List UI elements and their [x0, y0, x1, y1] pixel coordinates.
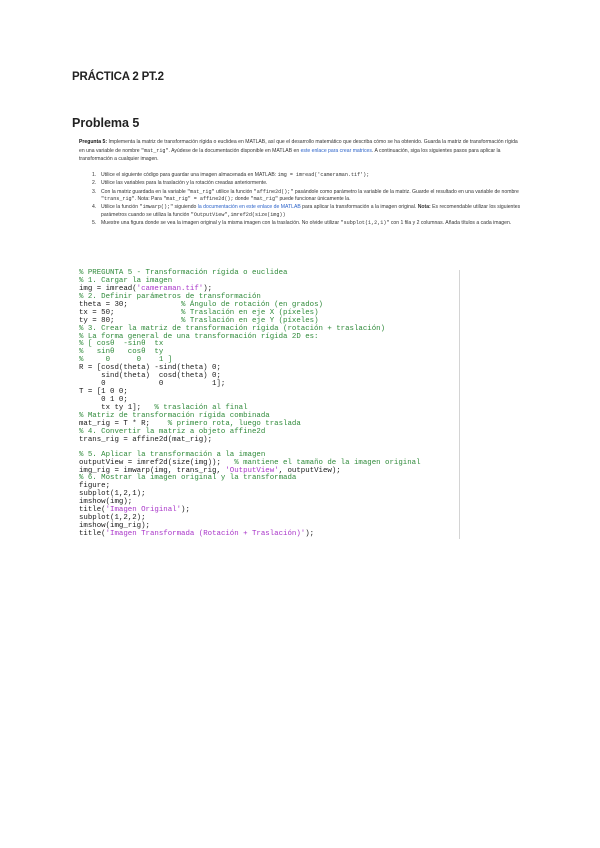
inline-code: "mat_rig" — [250, 195, 279, 202]
code-text: img = imread( — [79, 284, 137, 293]
step-text: con 1 fila y 2 columnas. Añada títulos a cada imagen. — [389, 219, 512, 226]
step-item — [92, 189, 524, 203]
code-text: 0 0 1]; — [79, 380, 226, 389]
code-text: , outputView); — [278, 466, 341, 475]
code-text: theta = 30; — [79, 300, 182, 309]
code-text: mat_rig = T * R; — [79, 419, 168, 428]
intro-paragraph — [79, 138, 523, 164]
note-label: Nota: — [417, 204, 431, 211]
step-text: utilice la función — [214, 188, 254, 195]
code-comment: % [ cosθ -sinθ tx — [79, 340, 164, 349]
code-line — [79, 381, 459, 389]
code-comment: % sinθ cosθ ty — [79, 348, 164, 357]
step-text: pasándole como parámetro la variable de la matriz. Guarde el resultado en una variable de nombre — [293, 188, 519, 195]
step-number: 2. — [92, 180, 97, 187]
code-comment: % 0 0 1 ] — [79, 356, 173, 365]
code-text: ty = 80; — [79, 316, 182, 325]
code-comment: % primero rota, luego traslada — [167, 419, 301, 428]
intro-text-3: . A continuación, siga los siguientes pasos para aplicar la transformación a cualquier imagen. — [79, 147, 501, 162]
step-text: . Nota: Para — [134, 195, 164, 202]
inline-code: "subplot(1,2,1)" — [340, 219, 390, 226]
code-line — [79, 491, 459, 499]
documentation-link[interactable]: la documentación en este enlace de MATLAB — [197, 204, 301, 211]
inline-code: "OutputView",imref2d(size(img)) — [190, 211, 286, 218]
step-text: Muestre una figura donde se vea la imagen original y la misma imagen con la traslación. No olvide utilizar — [101, 219, 341, 226]
code-text: imshow(img); — [79, 498, 133, 507]
step-item — [92, 180, 524, 187]
intro-text-2: . Ayúdese de la documentación disponible en MATLAB en — [168, 147, 301, 154]
code-line — [79, 389, 459, 397]
code-comment: % 5. Aplicar la transformación a la imagen — [79, 450, 266, 459]
intro-text-1: Implementa la matriz de transformación rígida o euclidea en MATLAB, así que el desarrollo matemático que describa cómo se ha obtenido. Guarda la matriz de transformación rígida en una variable de nombre — [79, 139, 518, 154]
step-text: Es recomendable utilizar los siguientes parámetros cuando se utiliza la función — [101, 204, 521, 218]
code-comment: % 1. Cargar la imagen — [79, 276, 173, 285]
code-text: trans_rig = affine2d(mat_rig); — [79, 435, 213, 444]
code-text: outputView = imref2d(size(img)); — [79, 458, 235, 467]
step-number: 1. — [92, 172, 97, 178]
document-title: PRÁCTICA 2 PT.2 — [72, 71, 164, 83]
code-string: 'OutputView' — [225, 466, 279, 475]
step-text: Utilice el siguiente código para guardar una imagen almacenada en MATLAB: — [101, 172, 278, 178]
code-text: 0 1 0; — [79, 396, 128, 404]
code-text: T = [1 0 0; — [79, 388, 128, 397]
code-text: tx = 50; — [79, 308, 182, 317]
code-text: img_rig = imwarp(img, trans_rig, — [79, 466, 226, 475]
step-number: 4. — [92, 204, 97, 211]
code-comment: % PREGUNTA 5 - Transformación rígida o euclidea — [79, 269, 288, 277]
code-comment: % 3. Crear la matriz de transformación rígida (rotación + traslación) — [79, 324, 386, 333]
code-comment: % Matriz de transformación rígida combinada — [79, 411, 270, 420]
steps-list — [92, 172, 524, 228]
code-comment: % 4. Convertir la matriz a objeto affine2d — [79, 427, 266, 436]
step-text: siguiendo — [173, 204, 198, 211]
code-text: imshow(img_rig); — [79, 522, 150, 531]
code-string: 'Imagen Transformada (Rotación + Traslación)' — [105, 530, 306, 538]
code-comment: % traslación al final — [154, 403, 248, 412]
inline-code: "mat_rig" — [187, 188, 215, 195]
code-line — [79, 475, 459, 483]
code-line — [79, 531, 459, 539]
step-text: Con la matriz guardada en la variable — [101, 188, 188, 195]
inline-code: "trans_rig" — [101, 195, 135, 202]
code-comment: % Ángulo de rotación (en grados) — [181, 300, 323, 309]
step-number: 5. — [92, 219, 97, 226]
step-item — [92, 220, 524, 227]
code-text: title( — [79, 506, 106, 515]
code-comment: % mantiene el tamaño de la imagen original — [234, 458, 421, 467]
inline-code: "mat_rig" = affine2d(); — [163, 195, 234, 202]
question-label: Pregunta 5: — [79, 139, 108, 145]
code-text: tx ty 1]; — [79, 403, 155, 412]
step-text: puede funcionar únicamente la. — [278, 195, 351, 202]
code-comment: % La forma general de una transformación rígida 2D es: — [79, 332, 319, 341]
code-line — [79, 437, 459, 445]
code-text: figure; — [79, 482, 111, 491]
code-string: 'Imagen Original' — [105, 506, 182, 515]
code-comment: % 6. Mostrar la imagen original y la transformada — [79, 474, 297, 483]
code-comment: % Traslación en eje X (píxeles) — [181, 308, 319, 317]
code-text: title( — [79, 530, 106, 538]
inline-code: "affine2d();" — [253, 188, 294, 195]
code-comment: % 2. Definir parámetros de transformación — [79, 292, 261, 301]
step-text: para aplicar la transformación a la imagen original. — [300, 204, 418, 211]
inline-code: img = imread('cameraman.tif'); — [277, 172, 370, 178]
step-text: Utilice las variables para la traslación y la rotación creadas anteriormente. — [101, 180, 268, 187]
code-text: sind(theta) cosd(theta) 0; — [79, 372, 221, 381]
step-item — [92, 204, 524, 218]
code-text: ); — [305, 530, 315, 538]
code-block — [79, 270, 460, 539]
code-comment: % Traslación en eje Y (píxeles) — [181, 316, 319, 325]
code-text: ); — [181, 506, 190, 515]
inline-code: "imwarp();" — [139, 204, 174, 211]
intro-variable: "mat_rig" — [141, 147, 169, 154]
section-heading: Problema 5 — [72, 116, 140, 130]
code-text: R = [cosd(theta) -sind(theta) 0; — [79, 364, 221, 373]
code-string: 'cameraman.tif' — [136, 284, 204, 293]
code-text: subplot(1,2,2); — [79, 514, 146, 523]
step-item — [92, 172, 524, 179]
code-text: subplot(1,2,1); — [79, 490, 146, 499]
step-text: Utilice la función — [101, 204, 140, 211]
matrices-link[interactable]: este enlace para crear matrices — [300, 147, 372, 154]
code-text: ); — [203, 284, 213, 293]
step-number: 3. — [92, 188, 97, 195]
step-text: donde — [233, 195, 251, 202]
